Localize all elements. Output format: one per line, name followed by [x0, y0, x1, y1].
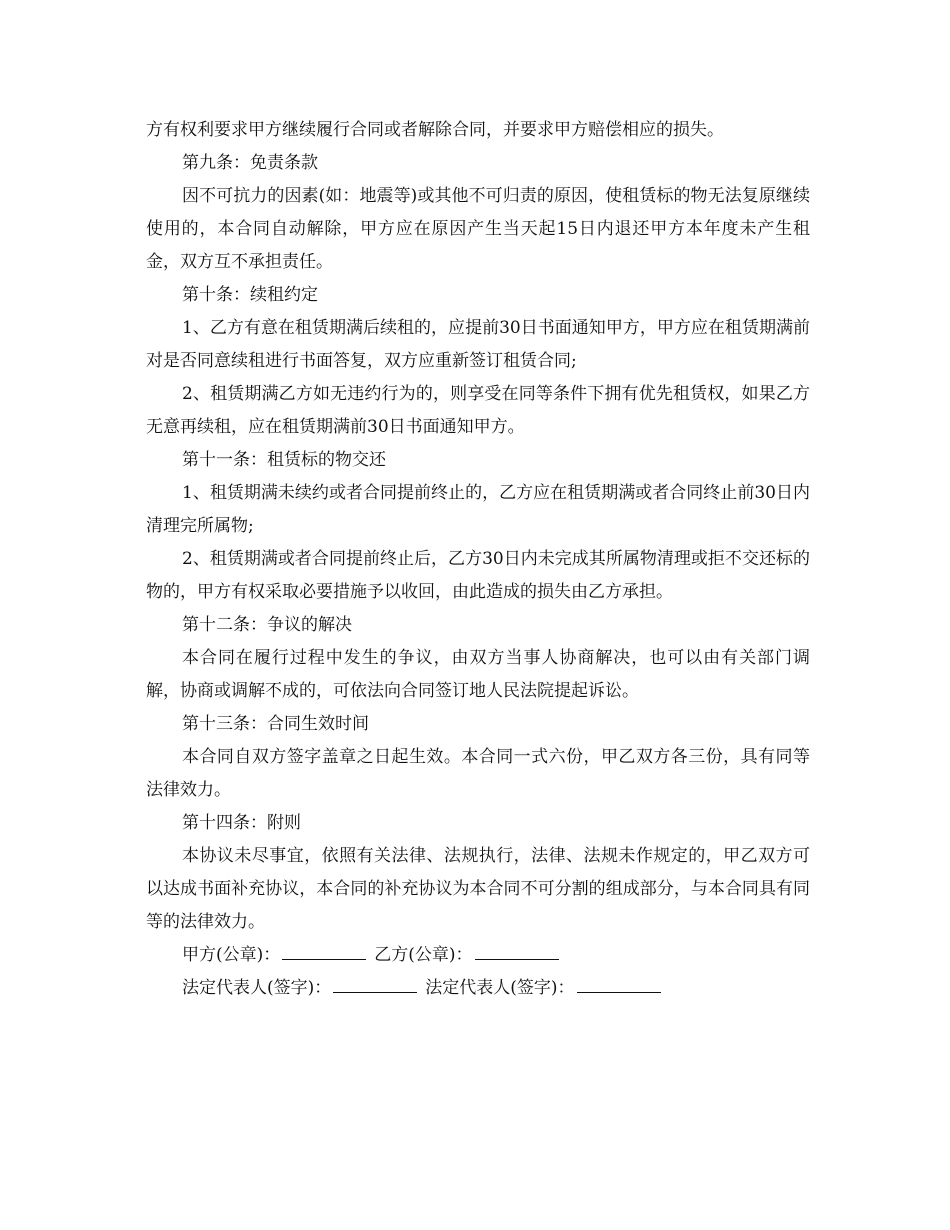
party-b-seal-blank — [475, 941, 559, 960]
contract-body — [146, 114, 810, 1005]
article-12-heading: 第十二条：争议的解决 — [182, 615, 352, 635]
party-a-seal-label: 甲方(公章)： — [182, 945, 281, 965]
article-12-text: 本合同在履行过程中发生的争议，由双方当事人协商解决，也可以由有关部门调解，协商或调解不成的，可依法向合同签订地人民法院提起诉讼。 — [146, 648, 810, 701]
article-10-clause-2: 2、租赁期满乙方如无违约行为的，则享受在同等条件下拥有优先租赁权，如果乙方无意再续租，应在租赁期满前30日书面通知甲方。 — [146, 384, 810, 437]
article-14-text: 本协议未尽事宜，依照有关法律、法规执行，法律、法规未作规定的，甲乙双方可以达成书面补充协议，本合同的补充协议为本合同不可分割的组成部分，与本合同具有同等的法律效力。 — [146, 846, 810, 932]
representative-signature-line — [146, 972, 810, 1005]
article-13-heading: 第十三条：合同生效时间 — [182, 714, 369, 734]
article-13-text: 本合同自双方签字盖章之日起生效。本合同一式六份，甲乙双方各三份，具有同等法律效力。 — [146, 747, 810, 800]
party-a-rep-label: 法定代表人(签字)： — [182, 978, 332, 998]
article-9-text: 因不可抗力的因素(如：地震等)或其他不可归责的原因，使租赁标的物无法复原继续使用的，本合同自动解除，甲方应在原因产生当天起15日内退还甲方本年度未产生租金，双方互不承担责任。 — [146, 186, 810, 272]
party-a-rep-blank — [333, 974, 417, 993]
continuation-paragraph: 方有权利要求甲方继续履行合同或者解除合同，并要求甲方赔偿相应的损失。 — [146, 120, 724, 140]
article-11-heading: 第十一条：租赁标的物交还 — [182, 450, 386, 470]
party-b-rep-label: 法定代表人(签字)： — [425, 978, 575, 998]
article-14-heading: 第十四条：附则 — [182, 813, 301, 833]
party-b-rep-blank — [577, 974, 661, 993]
seal-signature-line — [146, 939, 810, 972]
article-11-clause-2: 2、租赁期满或者合同提前终止后，乙方30日内未完成其所属物清理或拒不交还标的物的，甲方有权采取必要措施予以收回，由此造成的损失由乙方承担。 — [146, 549, 810, 602]
article-11-clause-1: 1、租赁期满未续约或者合同提前终止的，乙方应在租赁期满或者合同终止前30日内清理完所属物; — [146, 483, 810, 536]
article-10-heading: 第十条：续租约定 — [182, 285, 318, 305]
article-9-heading: 第九条：免责条款 — [182, 153, 318, 173]
party-a-seal-blank — [282, 941, 366, 960]
party-b-seal-label: 乙方(公章)： — [374, 945, 473, 965]
article-10-clause-1: 1、乙方有意在租赁期满后续租的，应提前30日书面通知甲方，甲方应在租赁期满前对是否同意续租进行书面答复，双方应重新签订租赁合同; — [146, 318, 810, 371]
